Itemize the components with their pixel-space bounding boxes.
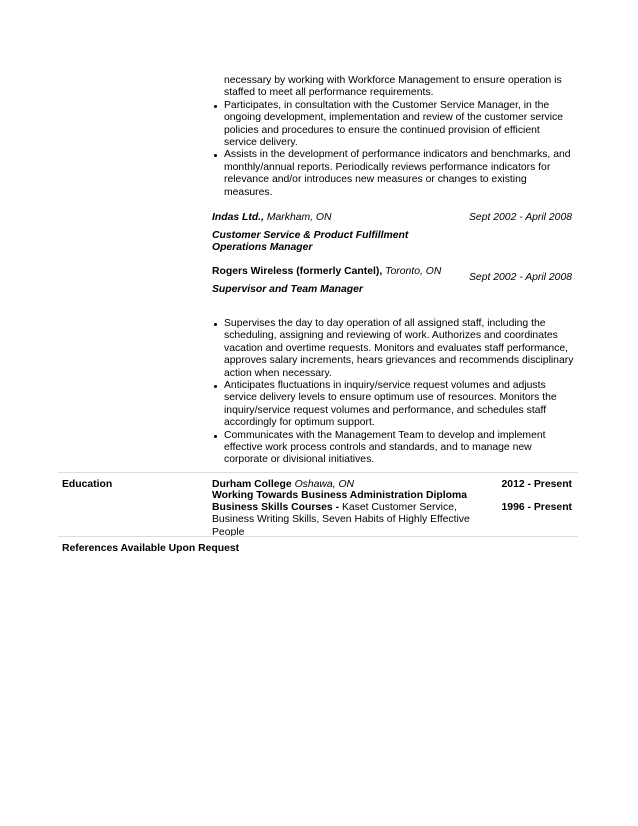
list-item bbox=[212, 318, 574, 380]
section-divider bbox=[58, 472, 578, 473]
list-item-text: Communicates with the Management Team to develop and implement effective work process controls and standards, and to manage new corporate or divisional initiatives. bbox=[224, 429, 546, 466]
bullet-icon bbox=[214, 154, 217, 157]
list-item-text: Anticipates fluctuations in inquiry/service request volumes and adjusts service delivery levels to ensure optimum use of resources. Monitors the inquiry/service request volumes and performance, and schedules staff accordingly for optimum support. bbox=[224, 380, 557, 429]
company-name: Rogers Wireless (formerly Cantel), bbox=[212, 266, 383, 277]
education-program: Working Towards Business Administration Diploma bbox=[212, 490, 467, 501]
job-rogers-header bbox=[212, 266, 441, 278]
job-rogers-dates: Sept 2002 - April 2008 bbox=[468, 272, 572, 283]
job-indas-title-line2: Operations Manager bbox=[212, 242, 313, 253]
school-location: Oshawa, ON bbox=[291, 479, 355, 490]
list-item bbox=[212, 149, 574, 199]
job-indas-dates: Sept 2002 - April 2008 bbox=[468, 212, 572, 223]
education-date-2: 1996 - Present bbox=[501, 502, 572, 513]
bullet-icon bbox=[214, 385, 217, 388]
education-courses bbox=[212, 502, 470, 539]
school-name: Durham College bbox=[212, 479, 292, 490]
list-item-text: necessary by working with Workforce Management to ensure operation is staffed to meet all performance requirements. bbox=[224, 75, 562, 99]
company-location: Markham, ON bbox=[263, 212, 332, 223]
list-item-text: Assists in the development of performance indicators and benchmarks, and monthly/annual reports. Periodically reviews performance indicators for relevance and/or introduces new measures or changes to existing measures. bbox=[224, 149, 571, 198]
list-item bbox=[212, 75, 574, 100]
education-date-1: 2012 - Present bbox=[501, 479, 572, 490]
job-indas-header bbox=[212, 212, 332, 224]
company-location: Toronto, ON bbox=[382, 266, 442, 277]
list-item bbox=[212, 100, 574, 150]
job-indas-title-line1: Customer Service & Product Fulfillment bbox=[212, 230, 409, 241]
bullet-icon bbox=[214, 323, 217, 326]
list-item-text: Participates, in consultation with the Customer Service Manager, in the ongoing development, implementation and review of the customer service policies and procedures to ensure the continued provision of efficient service delivery. bbox=[224, 99, 564, 149]
job-rogers-title: Supervisor and Team Manager bbox=[212, 284, 363, 295]
company-name: Indas Ltd., bbox=[212, 212, 264, 223]
courses-text: Kaset Customer Service, Business Writing Skills, Seven Habits of Highly Effective People bbox=[212, 502, 470, 538]
list-item-text: Supervises the day to day operation of all assigned staff, including the scheduling, assigning and reviewing of work. Authorizes and coordinates vacation and overtime requests. Monitors and evaluates staff performance, approves salary increments, hears grievances and recommends disciplinary action when necessary. bbox=[224, 318, 574, 379]
bullet-icon bbox=[214, 105, 217, 108]
list-item bbox=[212, 380, 574, 430]
top-responsibilities-list bbox=[212, 75, 574, 199]
references-note: References Available Upon Request bbox=[62, 543, 240, 554]
courses-label: Business Skills Courses - bbox=[212, 502, 342, 513]
list-item bbox=[212, 430, 574, 467]
rogers-responsibilities-list bbox=[212, 318, 574, 467]
section-divider bbox=[58, 536, 578, 537]
bullet-icon bbox=[214, 435, 217, 438]
education-heading: Education bbox=[62, 479, 113, 490]
